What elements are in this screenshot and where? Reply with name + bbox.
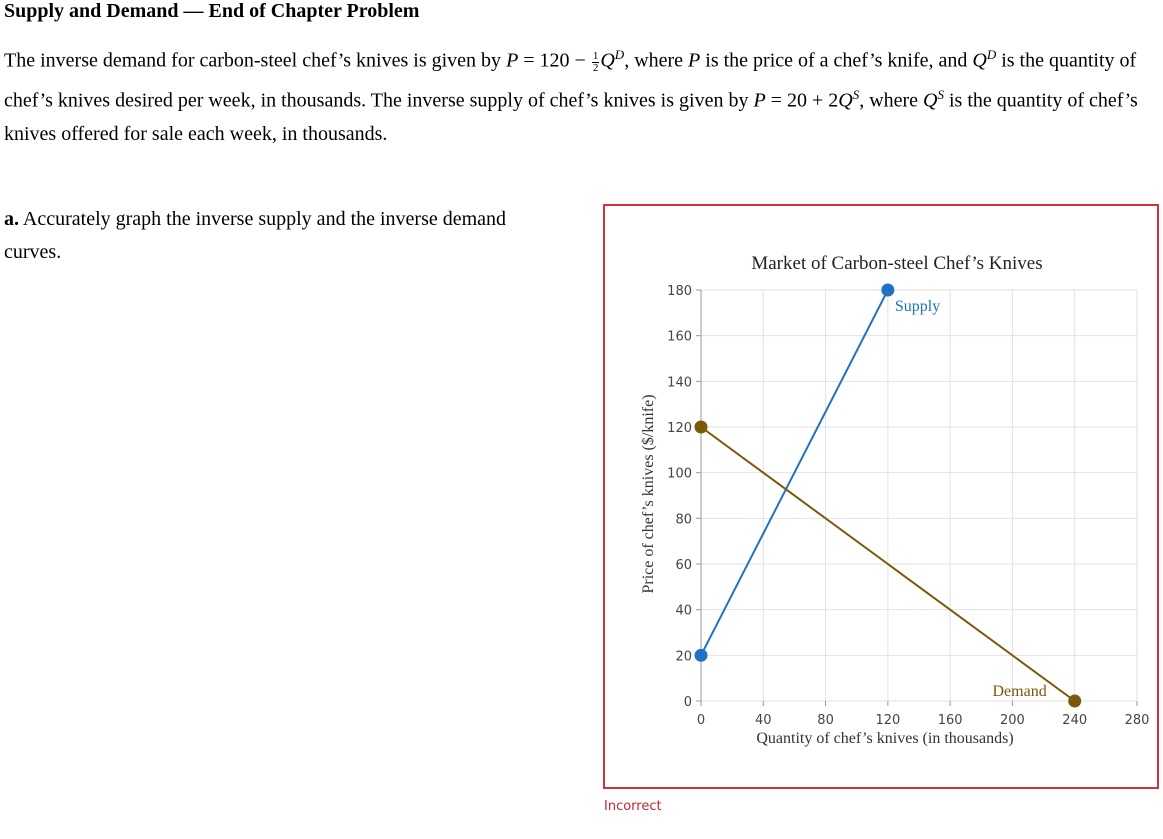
var-q: Q (972, 49, 987, 72)
y-tick-label: 100 (667, 466, 692, 482)
y-tick-label: 120 (667, 421, 692, 436)
problem-text: is the quantity of chef’s knives offered for sale each week, in thousands. (4, 89, 1138, 146)
part-a-text: Accurately graph the inverse supply and the inverse demand curves. (4, 208, 507, 263)
problem-text: The inverse demand for carbon-steel chef’s knives is given by (4, 49, 507, 72)
x-axis-label: Quantity of chef’s knives (in thousands) (756, 730, 1014, 747)
equation-text: = 20 + 2 (765, 89, 839, 112)
x-tick-label: 0 (696, 713, 706, 728)
var-p: P (506, 49, 519, 72)
fraction-numerator: 1 (592, 49, 599, 62)
y-tick-label: 60 (675, 558, 692, 573)
x-tick-label: 200 (1000, 713, 1025, 728)
var-p: P (753, 89, 766, 112)
var-p: P (688, 49, 701, 72)
superscript-d: D (986, 47, 997, 62)
superscript-s: S (852, 86, 860, 102)
superscript-s: S (937, 86, 944, 102)
y-axis-label: Price of chef’s knives ($/knife) (640, 394, 657, 594)
var-q: Q (838, 89, 853, 112)
market-chart[interactable] (605, 206, 1157, 787)
chart-axes (667, 284, 1149, 728)
part-a-label: a. (4, 208, 19, 230)
part-a-prompt (4, 203, 524, 269)
fraction-one-half (592, 51, 600, 74)
x-tick-label: 240 (1062, 713, 1088, 728)
y-tick-label: 0 (683, 695, 692, 710)
status-incorrect: Incorrect (604, 799, 662, 814)
y-tick-label: 80 (675, 512, 692, 528)
demand-point[interactable] (1068, 695, 1081, 708)
equation-text: = 120 − (518, 49, 591, 72)
supply-label: Supply (894, 298, 941, 315)
x-tick-label: 160 (937, 713, 963, 728)
chart-title: Market of Carbon-steel Chef’s Knives (751, 253, 1043, 274)
var-q: Q (923, 89, 938, 112)
y-tick-label: 180 (667, 284, 692, 299)
x-tick-label: 280 (1124, 713, 1150, 728)
demand-label: Demand (992, 683, 1047, 700)
y-tick-label: 140 (667, 375, 692, 391)
problem-statement (4, 38, 1154, 151)
chart-grid (701, 290, 1137, 701)
graph-answer-area[interactable] (603, 204, 1159, 789)
y-tick-label: 20 (675, 649, 692, 665)
y-tick-label: 40 (675, 603, 692, 619)
x-tick-label: 40 (755, 713, 772, 728)
x-tick-label: 80 (817, 713, 834, 728)
var-q: Q (600, 49, 615, 72)
demand-point[interactable] (695, 421, 708, 434)
problem-text: is the price of a chef’s knife, and (700, 49, 973, 72)
problem-text: is the quantity of chef’s knives desired per week, in thousands. The inverse supply of chef’s knives is given by (4, 49, 1137, 112)
fraction-denominator: 2 (592, 61, 599, 74)
y-tick-label: 160 (667, 329, 692, 345)
page-title: Supply and Demand — End of Chapter Problem (4, 0, 420, 22)
supply-point[interactable] (881, 284, 894, 297)
superscript-d: D (614, 47, 625, 62)
supply-point[interactable] (695, 649, 708, 662)
problem-text: , where (859, 89, 924, 112)
problem-text: , where (624, 49, 689, 72)
x-tick-label: 120 (875, 713, 901, 728)
